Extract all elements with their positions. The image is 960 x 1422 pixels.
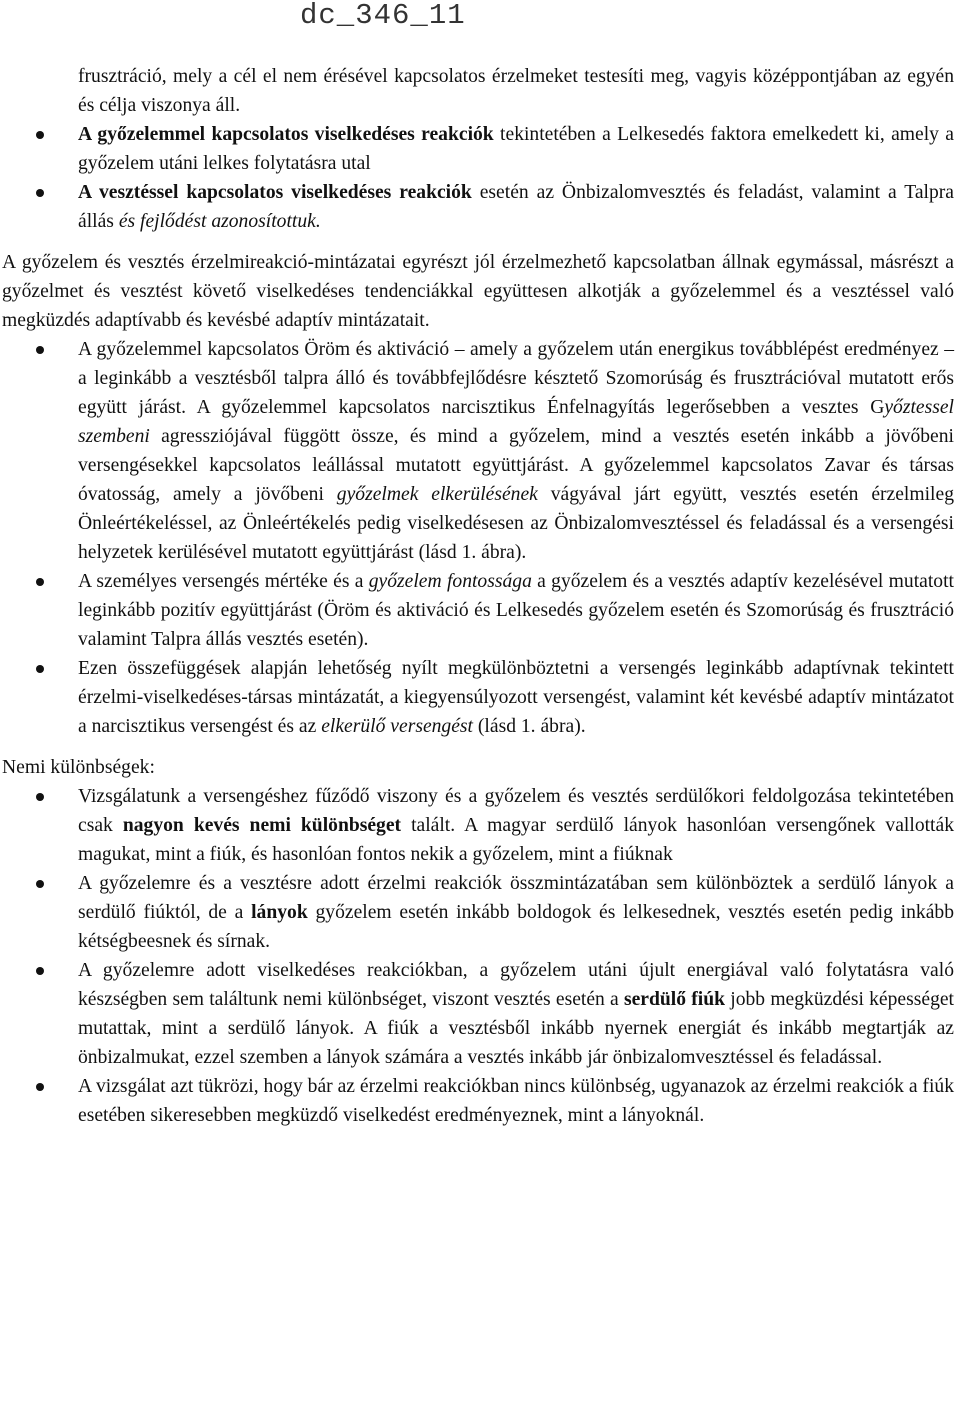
- italic-phrase: és fejlődést azonosítottuk.: [118, 211, 321, 232]
- list-item: [78, 567, 954, 654]
- bullet-icon: [36, 189, 44, 197]
- item-text: tekintetében a Lelkesedés faktora emelkedett ki, amely a győzelem utáni lelkes folytatásra utal: [78, 124, 954, 174]
- pattern-findings-list: [0, 335, 960, 741]
- italic-phrase: győzelmek elkerülésének: [336, 484, 538, 505]
- list-item: [78, 120, 954, 178]
- item-text: talált. A magyar serdülő lányok hasonlóan versengőnek vallották magukat, mint a fiúk, és hasonlóan fontos nekik a győzelem, mint a fiúknak: [78, 815, 954, 865]
- page-header-code: dc_346_11: [300, 0, 466, 32]
- bullet-icon: [36, 131, 44, 139]
- item-text: A személyes versengés mértéke és a: [78, 571, 369, 592]
- gender-differences-list: [0, 782, 960, 1130]
- item-text: (lásd 1. ábra).: [473, 716, 586, 737]
- bullet-icon: [36, 346, 44, 354]
- section-heading: Nemi különbségek:: [2, 757, 155, 778]
- item-text: győzelem esetén inkább boldogok és lelkesednek, vesztés esetén pedig inkább kétségbeesnek és sírnak.: [78, 902, 954, 952]
- italic-phrase: elkerülő versengést: [321, 716, 473, 737]
- item-text: vágyával járt együtt, vesztés esetén érzelmileg Önleértékeléssel, az Önleértékelés pedig viselkedésesen az Önbizalomvesztéssel és feladással és a versengési helyzetek kerülésével mutatott együttjárást (lásd 1. ábra).: [78, 484, 954, 563]
- bullet-icon: [36, 578, 44, 586]
- item-text: a győzelem és a vesztés adaptív kezelésével mutatott leginkább pozitív együttjárást (Öröm és aktiváció és Lelkesedés győzelem esetén és Szomorúság és frusztráció valamint Talpra állás vesztés esetén).: [78, 571, 954, 650]
- item-text: Ezen összefüggések alapján lehetőség nyílt megkülönböztetni a versengés leginkább adaptívnak tekintett érzelmi-viselkedéses-társas mintázatát, a kiegyensúlyozott versengést, valamint két kevésbé adaptív mintázatot a narcisztikus versengést és az: [78, 658, 954, 737]
- bullet-icon: [36, 793, 44, 801]
- list-item: [78, 335, 954, 567]
- bold-phrase: A vesztéssel kapcsolatos viselkedéses reakciók: [78, 182, 472, 203]
- bullet-icon: [36, 665, 44, 673]
- item-text: A győzelemre és a vesztésre adott érzelmi reakciók összmintázatában sem különböztek a serdülő lányok a serdülő fiúktól, de a: [78, 873, 954, 923]
- italic-phrase: yőztessel szembeni: [78, 397, 954, 447]
- item-text: Vizsgálatunk a versengéshez fűződő viszony és a győzelem és vesztés serdülőkori feldolgozása tekintetében csak: [78, 786, 954, 836]
- body-paragraph: A győzelem és vesztés érzelmireakció-mintázatai egyrészt jól érzelmezhető kapcsolatban állnak egymással, másrészt a győzelmet és vesztést követő viselkedéses tendenciákkal együttesen alkotják a győzelemmel és a vesztéssel való megküzdés adaptívabb és kevésbé adaptív mintázatait.: [2, 252, 954, 331]
- item-text: esetén az Önbizalomvesztés és feladást, valamint a Talpra állás: [78, 182, 955, 232]
- list-item: [78, 782, 954, 869]
- list-item: [78, 869, 954, 956]
- bullet-icon: [36, 880, 44, 888]
- document-body: [0, 62, 960, 1130]
- bold-phrase: lányok: [251, 902, 308, 923]
- bullet-icon: [36, 967, 44, 975]
- victory-loss-behavior-list: [0, 120, 960, 236]
- continuation-paragraph: frusztráció, mely a cél el nem érésével kapcsolatos érzelmeket testesíti meg, vagyis középpontjában az egyén és célja viszonya áll.: [78, 66, 954, 116]
- list-item: [78, 1072, 954, 1130]
- item-text: A vizsgálat azt tükrözi, hogy bár az érzelmi reakciókban nincs különbség, ugyanazok az érzelmi reakciók a fiúk esetében sikeresebben megküzdő viselkedést eredményeznek, mint a lányoknál.: [78, 1076, 954, 1126]
- item-text: A győzelemre adott viselkedéses reakciókban, a győzelem utáni újult energiával való folytatásra való készségben sem találtunk nemi különbséget, viszont vesztés esetén a: [78, 960, 954, 1010]
- bullet-icon: [36, 1083, 44, 1091]
- item-text: agressziójával függött össze, és mind a győzelem, mind a vesztés esetén inkább a jövőbeni versengésekkel kapcsolatos leállással mutatott együttjárást. A győzelemmel kapcsolatos Zavar és társas óvatosság, amely a jövőbeni: [78, 426, 954, 505]
- italic-phrase: győzelem fontossága: [368, 571, 532, 592]
- list-item: [78, 178, 954, 236]
- bold-phrase: nagyon kevés nemi különbséget: [122, 815, 402, 836]
- list-item: [78, 956, 954, 1072]
- bold-phrase: A győzelemmel kapcsolatos viselkedéses reakciók: [78, 124, 494, 145]
- bold-phrase: serdülő fiúk: [623, 989, 726, 1010]
- item-text: jobb megküzdési képességet mutattak, mint a serdülő lányok. A fiúk a vesztésből inkább nyernek energiát és inkább megtartják az önbizalmukat, ezzel szemben a lányok számára a vesztés inkább jár önbizalomvesztéssel és feladással.: [78, 989, 954, 1068]
- item-text: A győzelemmel kapcsolatos Öröm és aktiváció – amely a győzelem után energikus továbblépést eredményez – a leginkább a vesztésből talpra álló és továbbfejlődésre késztető Szomorúság és frusztrációval mutatott erős együtt járást. A győzelemmel kapcsolatos narcisztikus Énfelnagyítás legerősebben a vesztes G: [78, 339, 954, 418]
- list-item: [78, 654, 954, 741]
